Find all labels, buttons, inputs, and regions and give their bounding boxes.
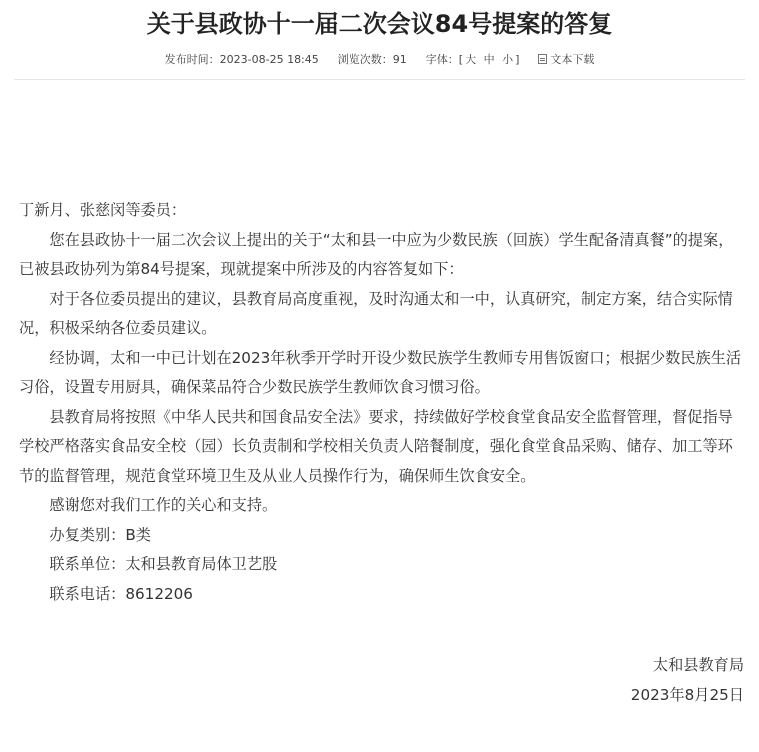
page-title: 关于县政协十一届二次会议84号提案的答复 (146, 10, 613, 38)
download-label: 文本下载 (550, 53, 595, 66)
salutation: 丁新月、张慈闵等委员： (19, 201, 187, 219)
font-size-bracket-close: ] (515, 53, 520, 66)
views-label: 浏览次数： (337, 53, 393, 66)
views-count: 91 (392, 53, 407, 66)
contact-unit: 联系单位：太和县教育局体卫艺股 (49, 555, 278, 573)
title-divider (14, 79, 745, 80)
body-paragraph: 县教育局将按照《中华人民共和国食品安全法》要求，持续做好学校食堂食品安全监督管理，督促指导学校严格落实食品安全校（园）长负责制和学校相关负责人陪餐制度，强化食堂食品采购、储存、加工等环节的监督管理，规范食堂环境卫生及从业人员操作行为，确保师生饮食安全。 (19, 407, 733, 485)
body-paragraph: 经协调，太和一中已计划在2023年秋季开学时开设少数民族学生教师专用售饭窗口；根据少数民族生活习俗，设置专用厨具，确保菜品符合少数民族学生教师饮食习惯习俗。 (19, 348, 742, 396)
font-size-medium-link[interactable]: 中 (483, 53, 495, 66)
signature-org: 太和县教育局 (652, 656, 744, 674)
signature-block (631, 650, 744, 710)
document-icon (538, 54, 547, 64)
body-paragraph: 您在县政协十一届二次会议上提出的关于“太和县一中应为少数民族（回族）学生配备清真餐”的提案，已被县政协列为第84号提案，现就提案中所涉及的内容答复如下： (19, 230, 734, 278)
download-text-link[interactable] (538, 53, 594, 66)
body-paragraph: 对于各位委员提出的建议，县教育局高度重视，及时沟通太和一中，认真研究，制定方案，结合实际情况，积极采纳各位委员建议。 (19, 289, 733, 337)
font-size-small-link[interactable]: 小 (502, 53, 514, 66)
article-meta (0, 51, 759, 69)
body-paragraph: 感谢您对我们工作的关心和支持。 (49, 496, 278, 514)
article-body (19, 196, 745, 609)
publish-time: 2023-08-25 18:45 (219, 53, 319, 66)
contact-phone: 联系电话：8612206 (49, 584, 193, 603)
font-size-label: 字体： (425, 53, 459, 66)
font-size-large-link[interactable]: 大 (465, 53, 477, 66)
handling-category: 办复类别：B类 (49, 525, 151, 544)
font-size-bracket-open: [ (458, 53, 464, 66)
publish-time-label: 发布时间： (164, 53, 220, 66)
signature-date: 2023年8月25日 (630, 686, 744, 704)
